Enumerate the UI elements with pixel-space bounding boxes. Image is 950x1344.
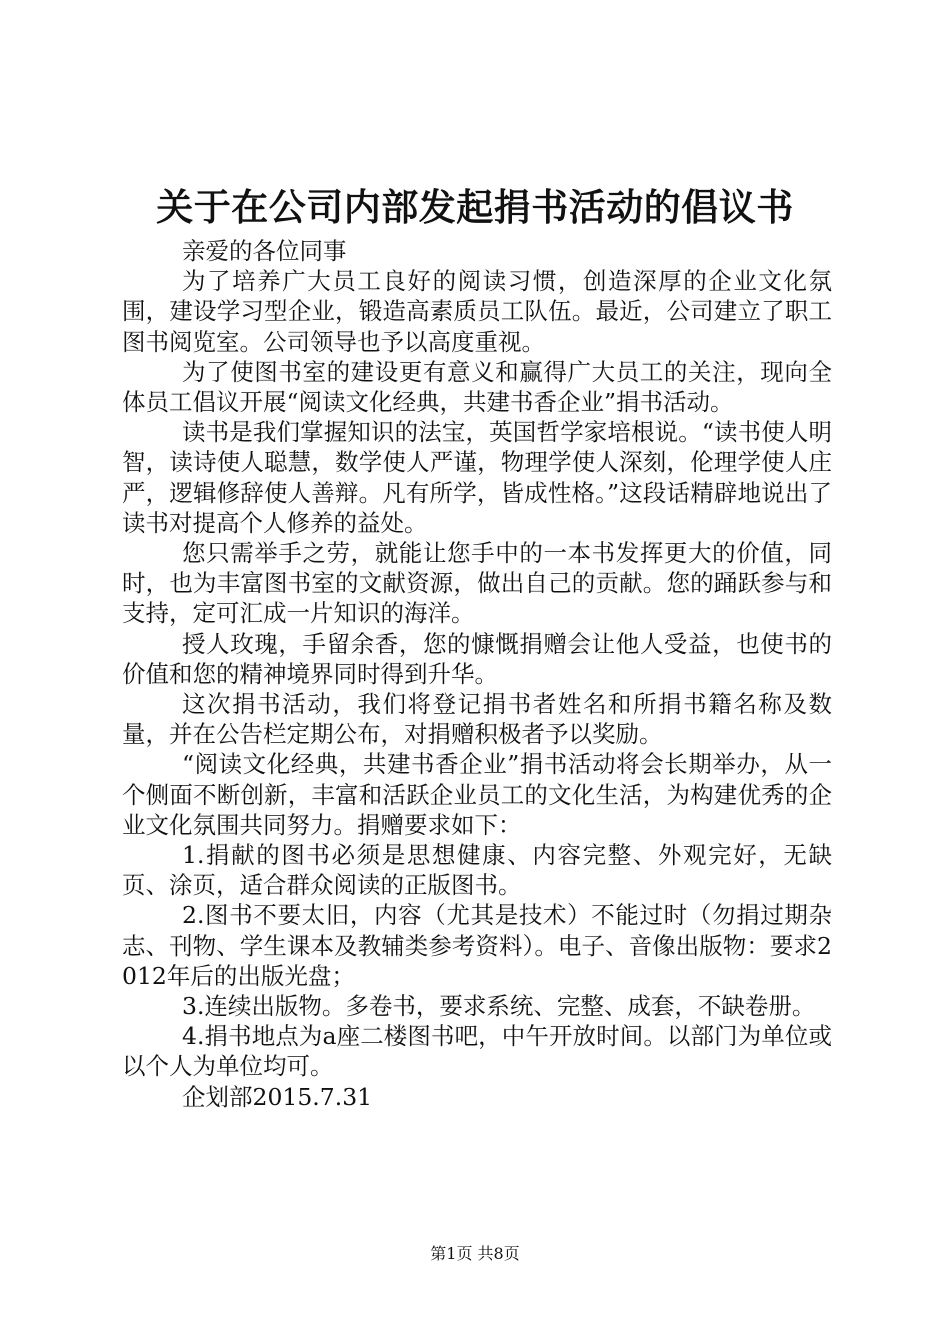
signature: 企划部2015.7.31 bbox=[182, 1082, 373, 1111]
paragraph: 为了培养广大员工良好的阅读习惯，创造深厚的企业文化氛围，建设学习型企业，锻造高素质员工队伍。最近，公司建立了职工图书阅览室。公司领导也予以高度重视。 bbox=[122, 267, 832, 356]
requirement-item: 3.连续出版物。多卷书，要求系统、完整、成套，不缺卷册。 bbox=[182, 992, 816, 1021]
greeting: 亲爱的各位同事 bbox=[182, 237, 347, 265]
paragraph: 您只需举手之劳，就能让您手中的一本书发挥更大的价值，同时，也为丰富图书室的文献资源，做出自己的贡献。您的踊跃参与和支持，定可汇成一片知识的海洋。 bbox=[122, 539, 832, 628]
paragraph: 授人玫瑰，手留余香，您的慷慨捐赠会让他人受益，也使书的价值和您的精神境界同时得到升华。 bbox=[122, 629, 832, 688]
requirement-item: 4.捐书地点为a座二楼图书吧，中午开放时间。以部门为单位或以个人为单位均可。 bbox=[122, 1022, 832, 1081]
document-title: 关于在公司内部发起捐书活动的倡议书 bbox=[156, 185, 794, 229]
paragraph: 为了使图书室的建设更有意义和赢得广大员工的关注，现向全体员工倡议开展“阅读文化经典，共建书香企业”捐书活动。 bbox=[122, 357, 832, 417]
requirement-item: 2.图书不要太旧，内容（尤其是技术）不能过时（勿捐过期杂志、刊物、学生课本及教辅类参考资料）。电子、音像出版物：要求2012年后的出版光盘； bbox=[122, 901, 832, 990]
paragraph: 读书是我们掌握知识的法宝，英国哲学家培根说。“读书使人明智，读诗使人聪慧，数学使人严谨，物理学使人深刻，伦理学使人庄严，逻辑修辞使人善辩。凡有所学，皆成性格。”这段话精辟地说出了读书对提高个人修养的益处。 bbox=[122, 418, 832, 537]
document-body bbox=[122, 236, 832, 1112]
paragraph: “阅读文化经典，共建书香企业”捐书活动将会长期举办，从一个侧面不断创新，丰富和活跃企业员工的文化生活，为构建优秀的企业文化氛围共同努力。捐赠要求如下： bbox=[122, 750, 832, 839]
requirement-item: 1.捐献的图书必须是思想健康、内容完整、外观完好，无缺页、涂页，适合群众阅读的正版图书。 bbox=[122, 841, 832, 900]
page-footer: 第1页 共8页 bbox=[430, 1244, 520, 1263]
paragraph: 这次捐书活动，我们将登记捐书者姓名和所捐书籍名称及数量，并在公告栏定期公布，对捐赠积极者予以奖励。 bbox=[122, 690, 832, 749]
